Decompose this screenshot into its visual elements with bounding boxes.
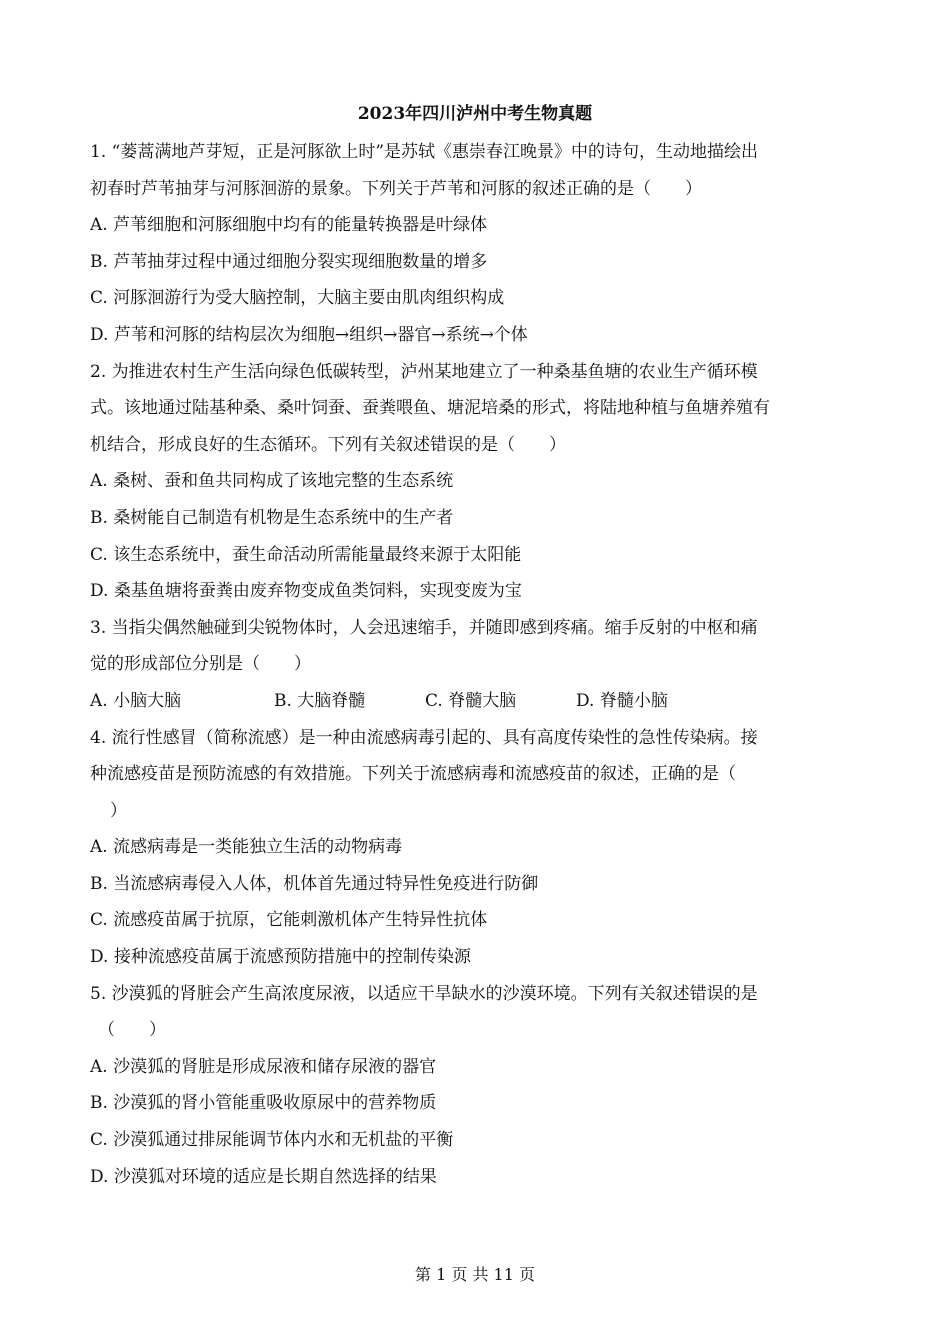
question-2 xyxy=(90,354,865,610)
question-1-stem-line-1: 1. “蒌蒿满地芦芽短，正是河豚欲上时”是苏轼《惠崇春江晚景》中的诗句，生动地描绘出 xyxy=(90,142,759,162)
question-5-stem-line-1: 5. 沙漠狐的肾脏会产生高浓度尿液，以适应干旱缺水的沙漠环境。下列有关叙述错误的是 xyxy=(90,983,758,1004)
question-1-stem-line-2: 初春时芦苇抽芽与河豚洄游的景象。下列关于芦苇和河豚的叙述正确的是（ ） xyxy=(90,178,702,199)
question-3-options-row xyxy=(90,683,865,720)
question-1-option-a: A. 芦苇细胞和河豚细胞中均有的能量转换器是叶绿体 xyxy=(90,215,488,236)
question-2-stem-line-3: 机结合，形成良好的生态循环。下列有关叙述错误的是（ ） xyxy=(90,434,566,455)
question-5 xyxy=(90,976,865,1196)
question-4-stem-line-3: ） xyxy=(110,800,127,821)
question-4-stem-line-1: 4. 流行性感冒（简称流感）是一种由流感病毒引起的、具有高度传染性的急性传染病。接 xyxy=(90,727,758,748)
question-3-option-a: A. 小脑大脑 xyxy=(90,690,182,711)
question-1-option-d: D. 芦苇和河豚的结构层次为细胞→组织→器官→系统→个体 xyxy=(90,324,528,345)
question-5-option-c: C. 沙漠狐通过排尿能调节体内水和无机盐的平衡 xyxy=(90,1130,454,1151)
question-2-stem-line-2: 式。该地通过陆基种桑、桑叶饲蚕、蚕粪喂鱼、塘泥培桑的形式，将陆地种植与鱼塘养殖有 xyxy=(90,398,770,419)
question-1-option-b: B. 芦苇抽芽过程中通过细胞分裂实现细胞数量的增多 xyxy=(90,251,488,272)
page-footer: 第 1 页 共 11 页 xyxy=(415,1265,535,1284)
question-2-option-d: D. 桑基鱼塘将蚕粪由废弃物变成鱼类饲料，实现变废为宝 xyxy=(90,581,522,602)
question-3-option-d: D. 脊髓小脑 xyxy=(576,690,668,711)
document-title: 2023年四川泸州中考生物真题 xyxy=(357,104,593,124)
question-5-option-b: B. 沙漠狐的肾小管能重吸收原尿中的营养物质 xyxy=(90,1093,437,1114)
question-3-stem-line-2: 觉的形成部位分别是（ ） xyxy=(90,654,311,675)
question-4-stem-line-2: 种流感疫苗是预防流感的有效措施。下列关于流感病毒和流感疫苗的叙述，正确的是（ xyxy=(90,764,736,785)
question-4-option-a: A. 流感病毒是一类能独立生活的动物病毒 xyxy=(90,837,403,858)
question-3 xyxy=(90,610,865,720)
question-2-stem-line-1: 2. 为推进农村生产生活向绿色低碳转型，泸州某地建立了一种桑基鱼塘的农业生产循环模 xyxy=(90,361,758,382)
question-3-stem-line-1: 3. 当指尖偶然触碰到尖锐物体时，人会迅速缩手，并随即感到疼痛。缩手反射的中枢和痛 xyxy=(90,617,758,638)
question-4-option-d: D. 接种流感疫苗属于流感预防措施中的控制传染源 xyxy=(90,947,471,968)
question-1-option-c: C. 河豚洄游行为受大脑控制，大脑主要由肌肉组织构成 xyxy=(90,288,505,309)
question-list xyxy=(90,134,865,1195)
question-5-stem-line-2: （ ） xyxy=(98,1020,166,1041)
question-4-option-c: C. 流感疫苗属于抗原，它能刺激机体产生特异性抗体 xyxy=(90,910,488,931)
question-5-option-a: A. 沙漠狐的肾脏是形成尿液和储存尿液的器官 xyxy=(90,1056,437,1077)
question-1 xyxy=(90,134,865,354)
question-4 xyxy=(90,720,865,976)
question-5-option-d: D. 沙漠狐对环境的适应是长期自然选择的结果 xyxy=(90,1166,437,1187)
question-3-option-c: C. 脊髓大脑 xyxy=(425,690,517,711)
question-3-option-b: B. 大脑脊髓 xyxy=(274,690,366,711)
question-4-option-b: B. 当流感病毒侵入人体，机体首先通过特异性免疫进行防御 xyxy=(90,873,539,894)
question-2-option-b: B. 桑树能自己制造有机物是生态系统中的生产者 xyxy=(90,507,454,528)
question-2-option-c: C. 该生态系统中，蚕生命活动所需能量最终来源于太阳能 xyxy=(90,544,522,565)
question-2-option-a: A. 桑树、蚕和鱼共同构成了该地完整的生态系统 xyxy=(90,471,454,492)
